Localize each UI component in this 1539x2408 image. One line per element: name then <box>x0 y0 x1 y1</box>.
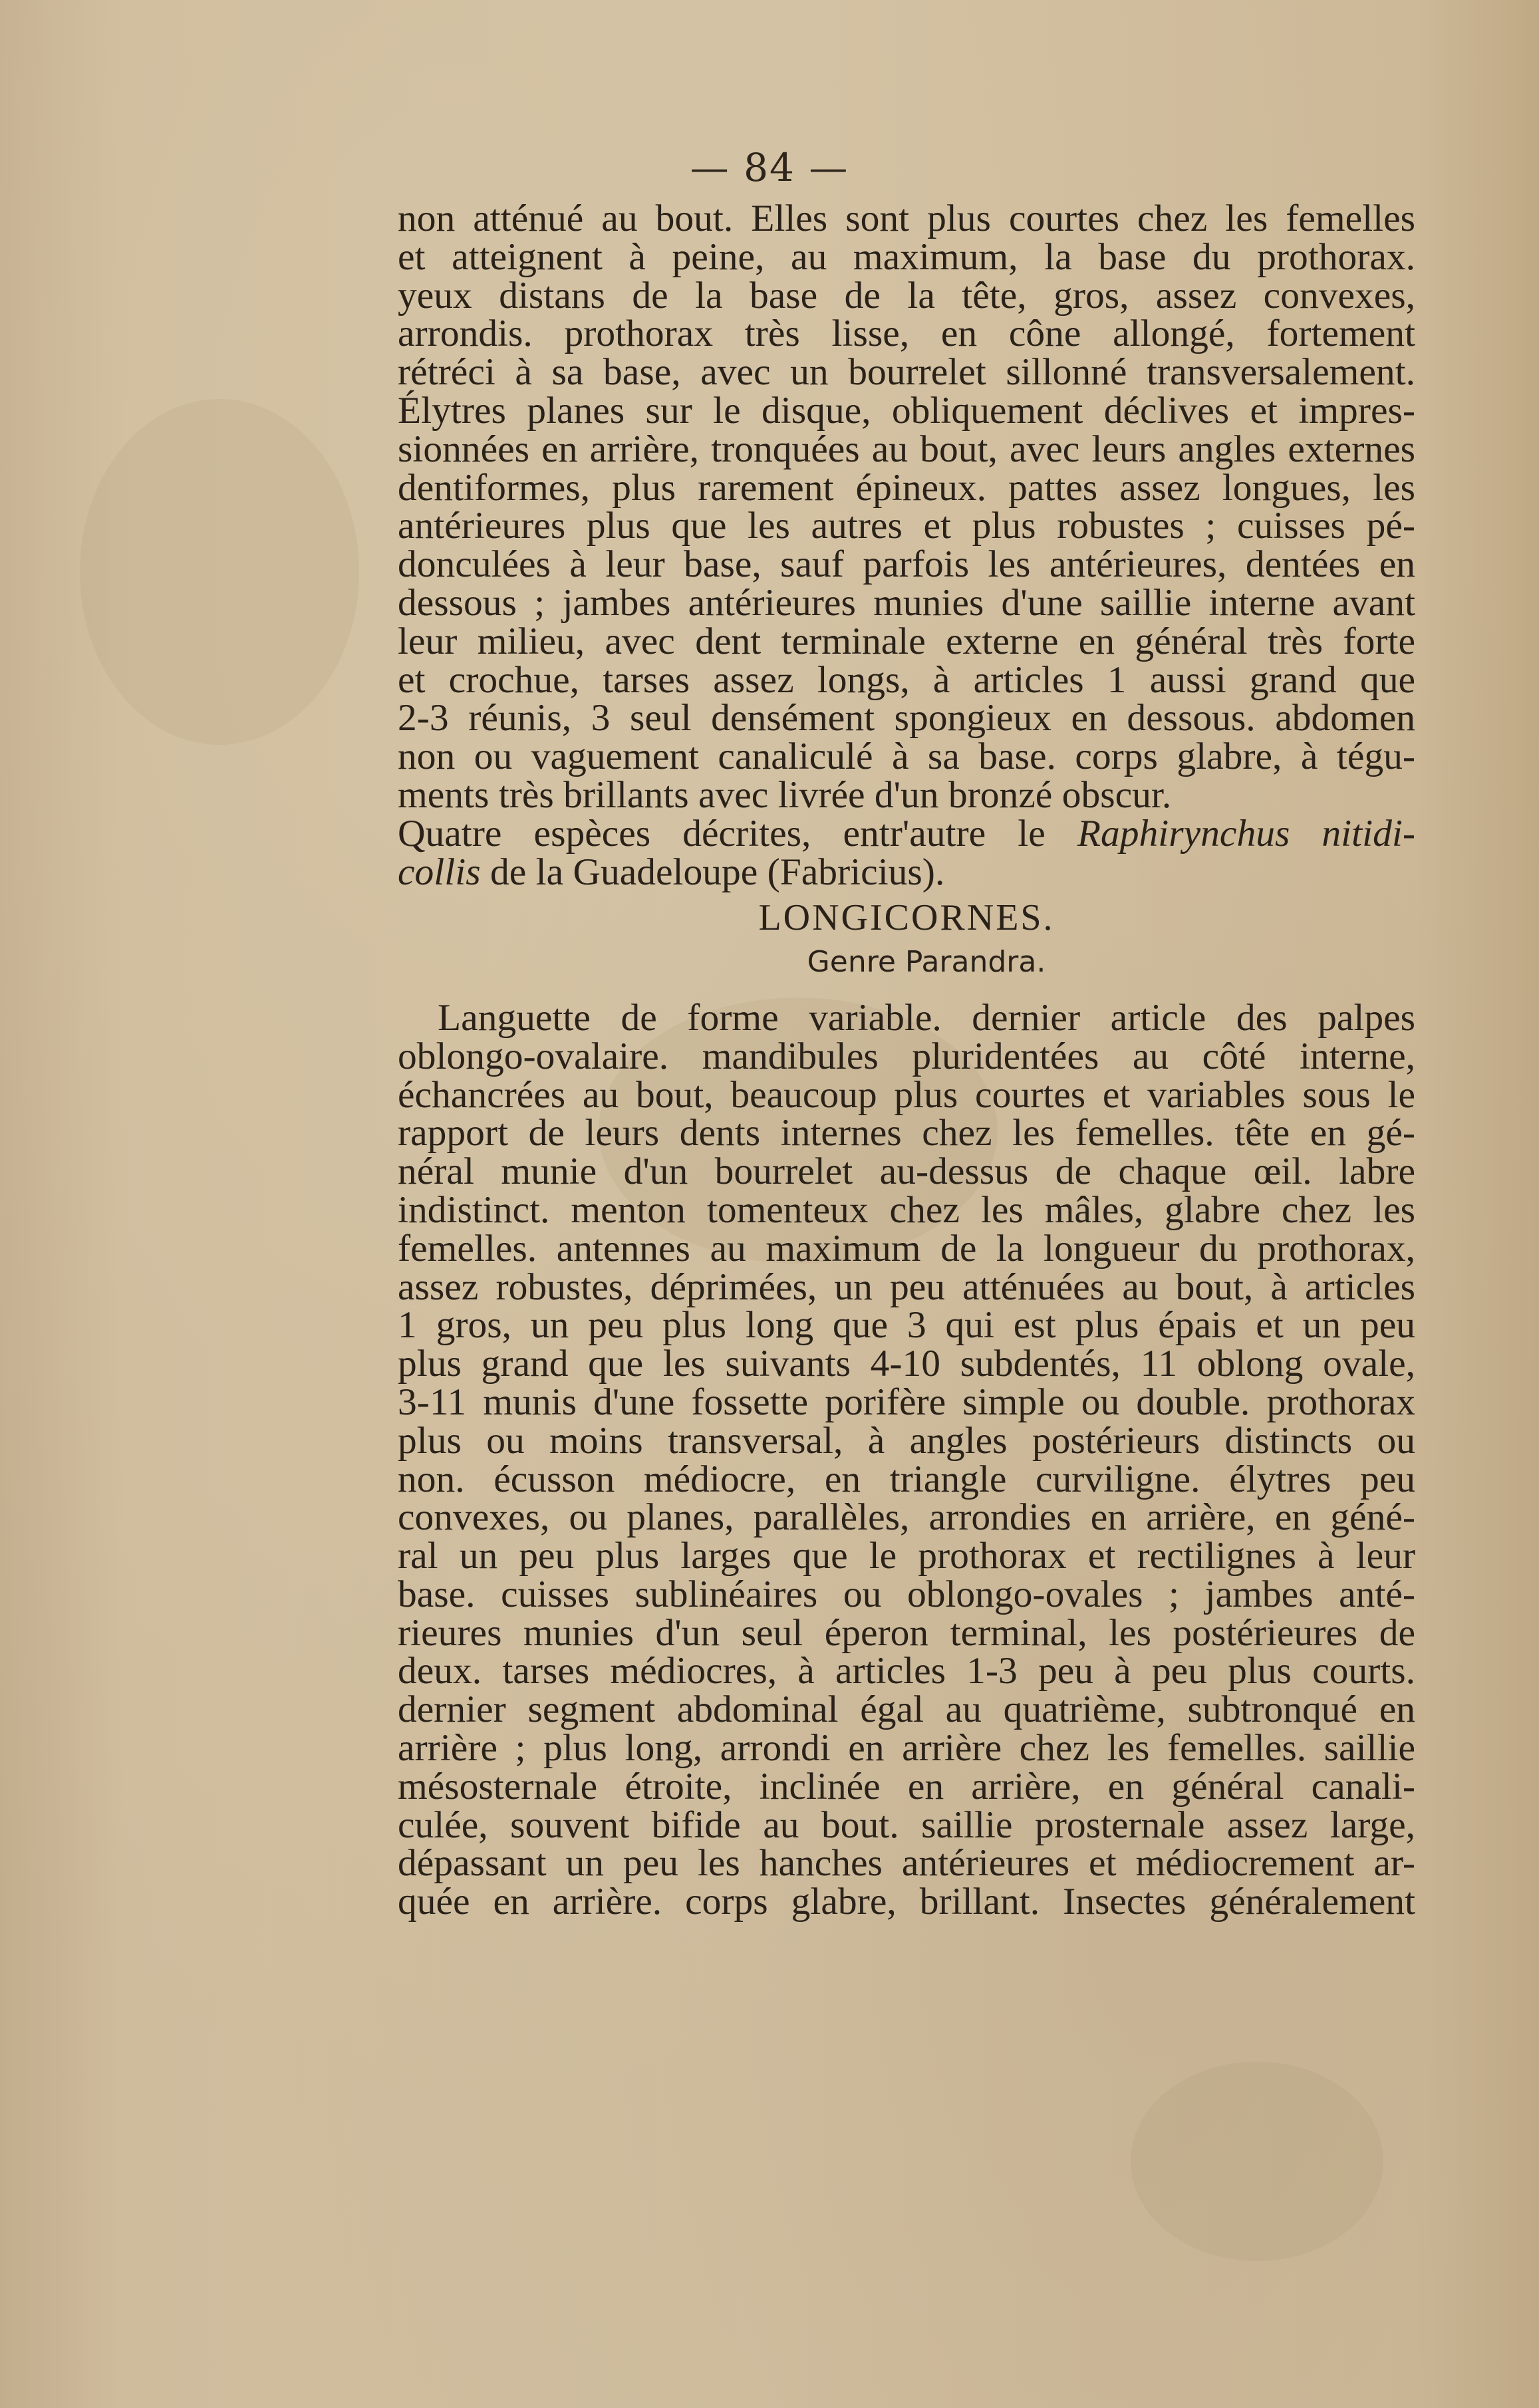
species-name-part: collis <box>398 851 481 893</box>
species-name-part: Raphirynchus nitidi- <box>1077 812 1415 855</box>
text-line: dépassant un peu les hanches antérieures et médiocrement ar- <box>398 1842 1415 1885</box>
text-line <box>398 853 1415 892</box>
text-line: yeux distans de la base de la tête, gros, assez convexes, <box>398 274 1415 317</box>
text-line: leur milieu, avec dent terminale externe en général très forte <box>398 620 1415 662</box>
text-line: échancrées au bout, beaucoup plus courtes et variables sous le <box>398 1073 1415 1116</box>
text-line: donculées à leur base, sauf parfois les antérieures, dentées en <box>398 543 1415 586</box>
text-line: base. cuisses sublinéaires ou oblongo-ovales ; jambes anté- <box>398 1573 1415 1615</box>
text-line: arrière ; plus long, arrondi en arrière chez les femelles. saillie <box>398 1727 1415 1770</box>
paragraph-3 <box>398 996 1415 1923</box>
text-line: mésosternale étroite, inclinée en arrière, en général canali- <box>398 1765 1415 1807</box>
page-number: — 84 — <box>690 145 849 190</box>
text-line: plus ou moins transversal, à angles postérieurs distincts ou <box>398 1419 1415 1462</box>
text-line: quée en arrière. corps glabre, brillant. Insectes généralement <box>398 1881 1415 1923</box>
paragraph-2 <box>398 812 1415 893</box>
text-line: non atténué au bout. Elles sont plus courtes chez les femelles <box>398 198 1415 239</box>
text-line: Élytres planes sur le disque, obliquement déclives et impres- <box>398 389 1415 432</box>
text-line: culée, souvent bifide au bout. saillie prosternale assez large, <box>398 1804 1415 1846</box>
genus-heading: Genre Parandra. <box>807 945 1046 980</box>
text-line: assez robustes, déprimées, un peu atténuées au bout, à articles <box>398 1266 1415 1308</box>
text-line: oblongo-ovalaire. mandibules pluridentées au côté interne, <box>398 1035 1415 1077</box>
text-line: 1 gros, un peu plus long que 3 qui est plus épais et un peu <box>398 1304 1415 1347</box>
text-line: 3-11 munis d'une fossette porifère simple ou double. prothorax <box>398 1381 1415 1423</box>
text-line: rapport de leurs dents internes chez les femelles. tête en gé- <box>398 1112 1415 1154</box>
text-line: dessous ; jambes antérieures munies d'une saillie interne avant <box>398 581 1415 624</box>
text-line: et atteignent à peine, au maximum, la base du prothorax. <box>398 235 1415 278</box>
text-line: dentiformes, plus rarement épineux. pattes assez longues, les <box>398 466 1415 509</box>
text-line: non ou vaguement canaliculé à sa base. corps glabre, à tégu- <box>398 736 1415 778</box>
text-line: rieures munies d'un seul éperon terminal, les postérieures de <box>398 1611 1415 1654</box>
text-run: Quatre espèces décrites, entr'autre le <box>398 812 1077 855</box>
text-line: antérieures plus que les autres et plus robustes ; cuisses pé- <box>398 505 1415 547</box>
paper-stain <box>1131 2062 1383 2261</box>
text-line: rétréci à sa base, avec un bourrelet sillonné transversalement. <box>398 351 1415 394</box>
text-line: non. écusson médiocre, en triangle curviligne. élytres peu <box>398 1458 1415 1500</box>
text-line: Languette de forme variable. dernier article des palpes <box>438 996 1415 1039</box>
text-line: deux. tarses médiocres, à articles 1-3 peu à peu plus courts. <box>398 1650 1415 1692</box>
text-line: 2-3 réunis, 3 seul densément spongieux en dessous. abdomen <box>398 697 1415 739</box>
text-line: et crochue, tarses assez longs, à articles 1 aussi grand que <box>398 658 1415 701</box>
paragraph-1 <box>398 200 1415 815</box>
text-line: arrondis. prothorax très lisse, en cône allongé, fortement <box>398 313 1415 355</box>
text-line: femelles. antennes au maximum de la longueur du prothorax, <box>398 1227 1415 1270</box>
text-line: dernier segment abdominal égal au quatrième, subtronqué en <box>398 1688 1415 1731</box>
text-line: néral munie d'un bourrelet au-dessus de chaque œil. labre <box>398 1150 1415 1193</box>
text-line: convexes, ou planes, parallèles, arrondies en arrière, en géné- <box>398 1496 1415 1539</box>
text-line: ments très brillants avec livrée d'un bronzé obscur. <box>398 773 1172 816</box>
paper-stain <box>80 399 359 745</box>
text-line <box>398 812 1415 855</box>
text-line: sionnées en arrière, tronquées au bout, avec leurs angles externes <box>398 428 1415 470</box>
text-line: ral un peu plus larges que le prothorax et rectilignes à leur <box>398 1535 1415 1577</box>
text-body <box>398 200 1415 1921</box>
text-line: indistinct. menton tomenteux chez les mâles, glabre chez les <box>398 1188 1415 1231</box>
section-heading: LONGICORNES. <box>758 897 1055 939</box>
text-line: plus grand que les suivants 4-10 subdentés, 11 oblong ovale, <box>398 1343 1415 1385</box>
text-run: de la Guadeloupe (Fabricius). <box>480 851 945 893</box>
